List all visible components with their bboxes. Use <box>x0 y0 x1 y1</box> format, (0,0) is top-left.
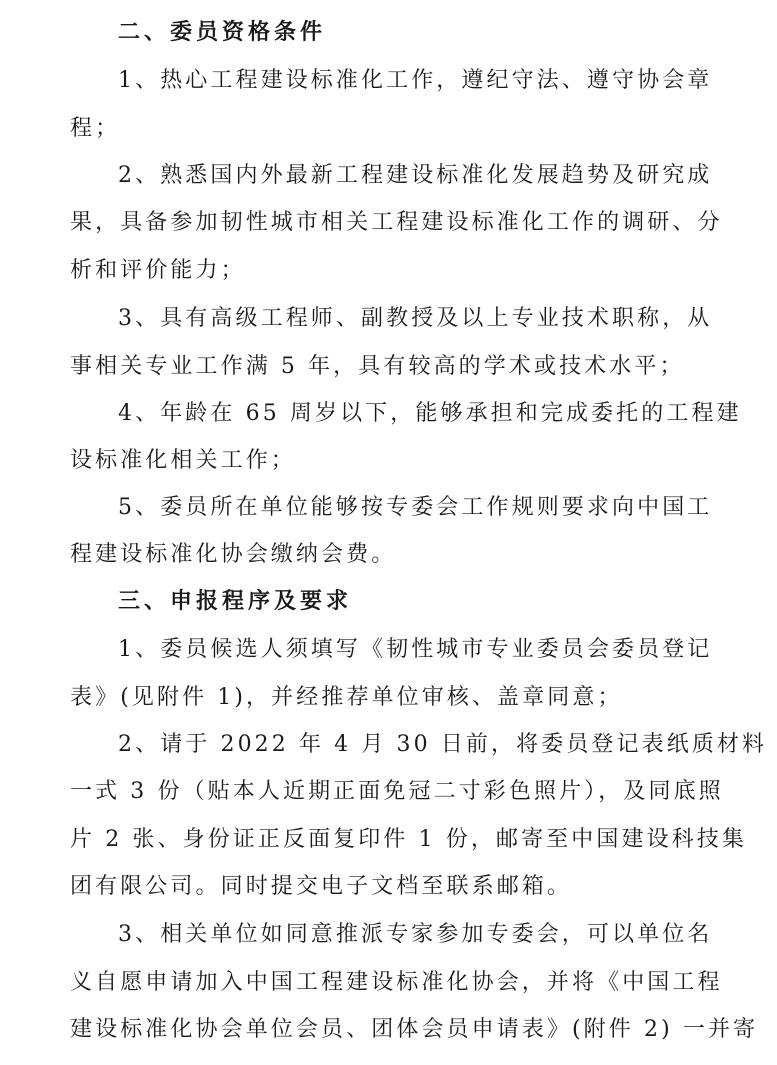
paragraph-line: 片 2 张、身份证正反面复印件 1 份，邮寄至中国建设科技集 <box>70 827 747 852</box>
paragraph-line: 建设标准化协会单位会员、团体会员申请表》(附件 2) 一并寄 <box>70 1017 759 1042</box>
paragraph-line: 程建设标准化协会缴纳会费。 <box>70 542 397 567</box>
paragraph-line: 3、相关单位如同意推派专家参加专委会，可以单位名 <box>118 922 713 947</box>
paragraph-line: 1、热心工程建设标准化工作，遵纪守法、遵守协会章 <box>118 68 713 93</box>
paragraph-line: 设标准化相关工作； <box>70 448 296 473</box>
paragraph-line: 1、委员候选人须填写《韧性城市专业委员会委员登记 <box>118 637 713 662</box>
paragraph-line: 3、具有高级工程师、副教授及以上专业技术职称，从 <box>118 306 713 331</box>
paragraph-line: 事相关专业工作满 5 年，具有较高的学术或技术水平； <box>70 354 685 379</box>
paragraph-line: 团有限公司。同时提交电子文档至联系邮箱。 <box>70 874 573 899</box>
paragraph-line: 表》(见附件 1)，并经推荐单位审核、盖章同意； <box>70 685 623 710</box>
paragraph-line: 4、年龄在 65 周岁以下，能够承担和完成委托的工程建 <box>118 401 742 426</box>
paragraph-line: 2、熟悉国内外最新工程建设标准化发展趋势及研究成 <box>118 163 713 188</box>
paragraph-line: 程； <box>70 116 121 141</box>
paragraph-line: 5、委员所在单位能够按专委会工作规则要求向中国工 <box>118 495 713 520</box>
paragraph-line: 果，具备参加韧性城市相关工程建设标准化工作的调研、分 <box>70 210 723 235</box>
paragraph-line: 一式 3 份（贴本人近期正面免冠二寸彩色照片），及同底照 <box>70 779 724 804</box>
section-heading-qualifications: 二、委员资格条件 <box>118 20 327 45</box>
paragraph-line: 析和评价能力； <box>70 258 246 283</box>
paragraph-line: 2、请于 2022 年 4 月 30 日前，将委员登记表纸质材料 <box>118 732 768 757</box>
paragraph-line: 义自愿申请加入中国工程建设标准化协会，并将《中国工程 <box>70 970 723 995</box>
section-heading-procedure: 三、申报程序及要求 <box>118 589 353 614</box>
